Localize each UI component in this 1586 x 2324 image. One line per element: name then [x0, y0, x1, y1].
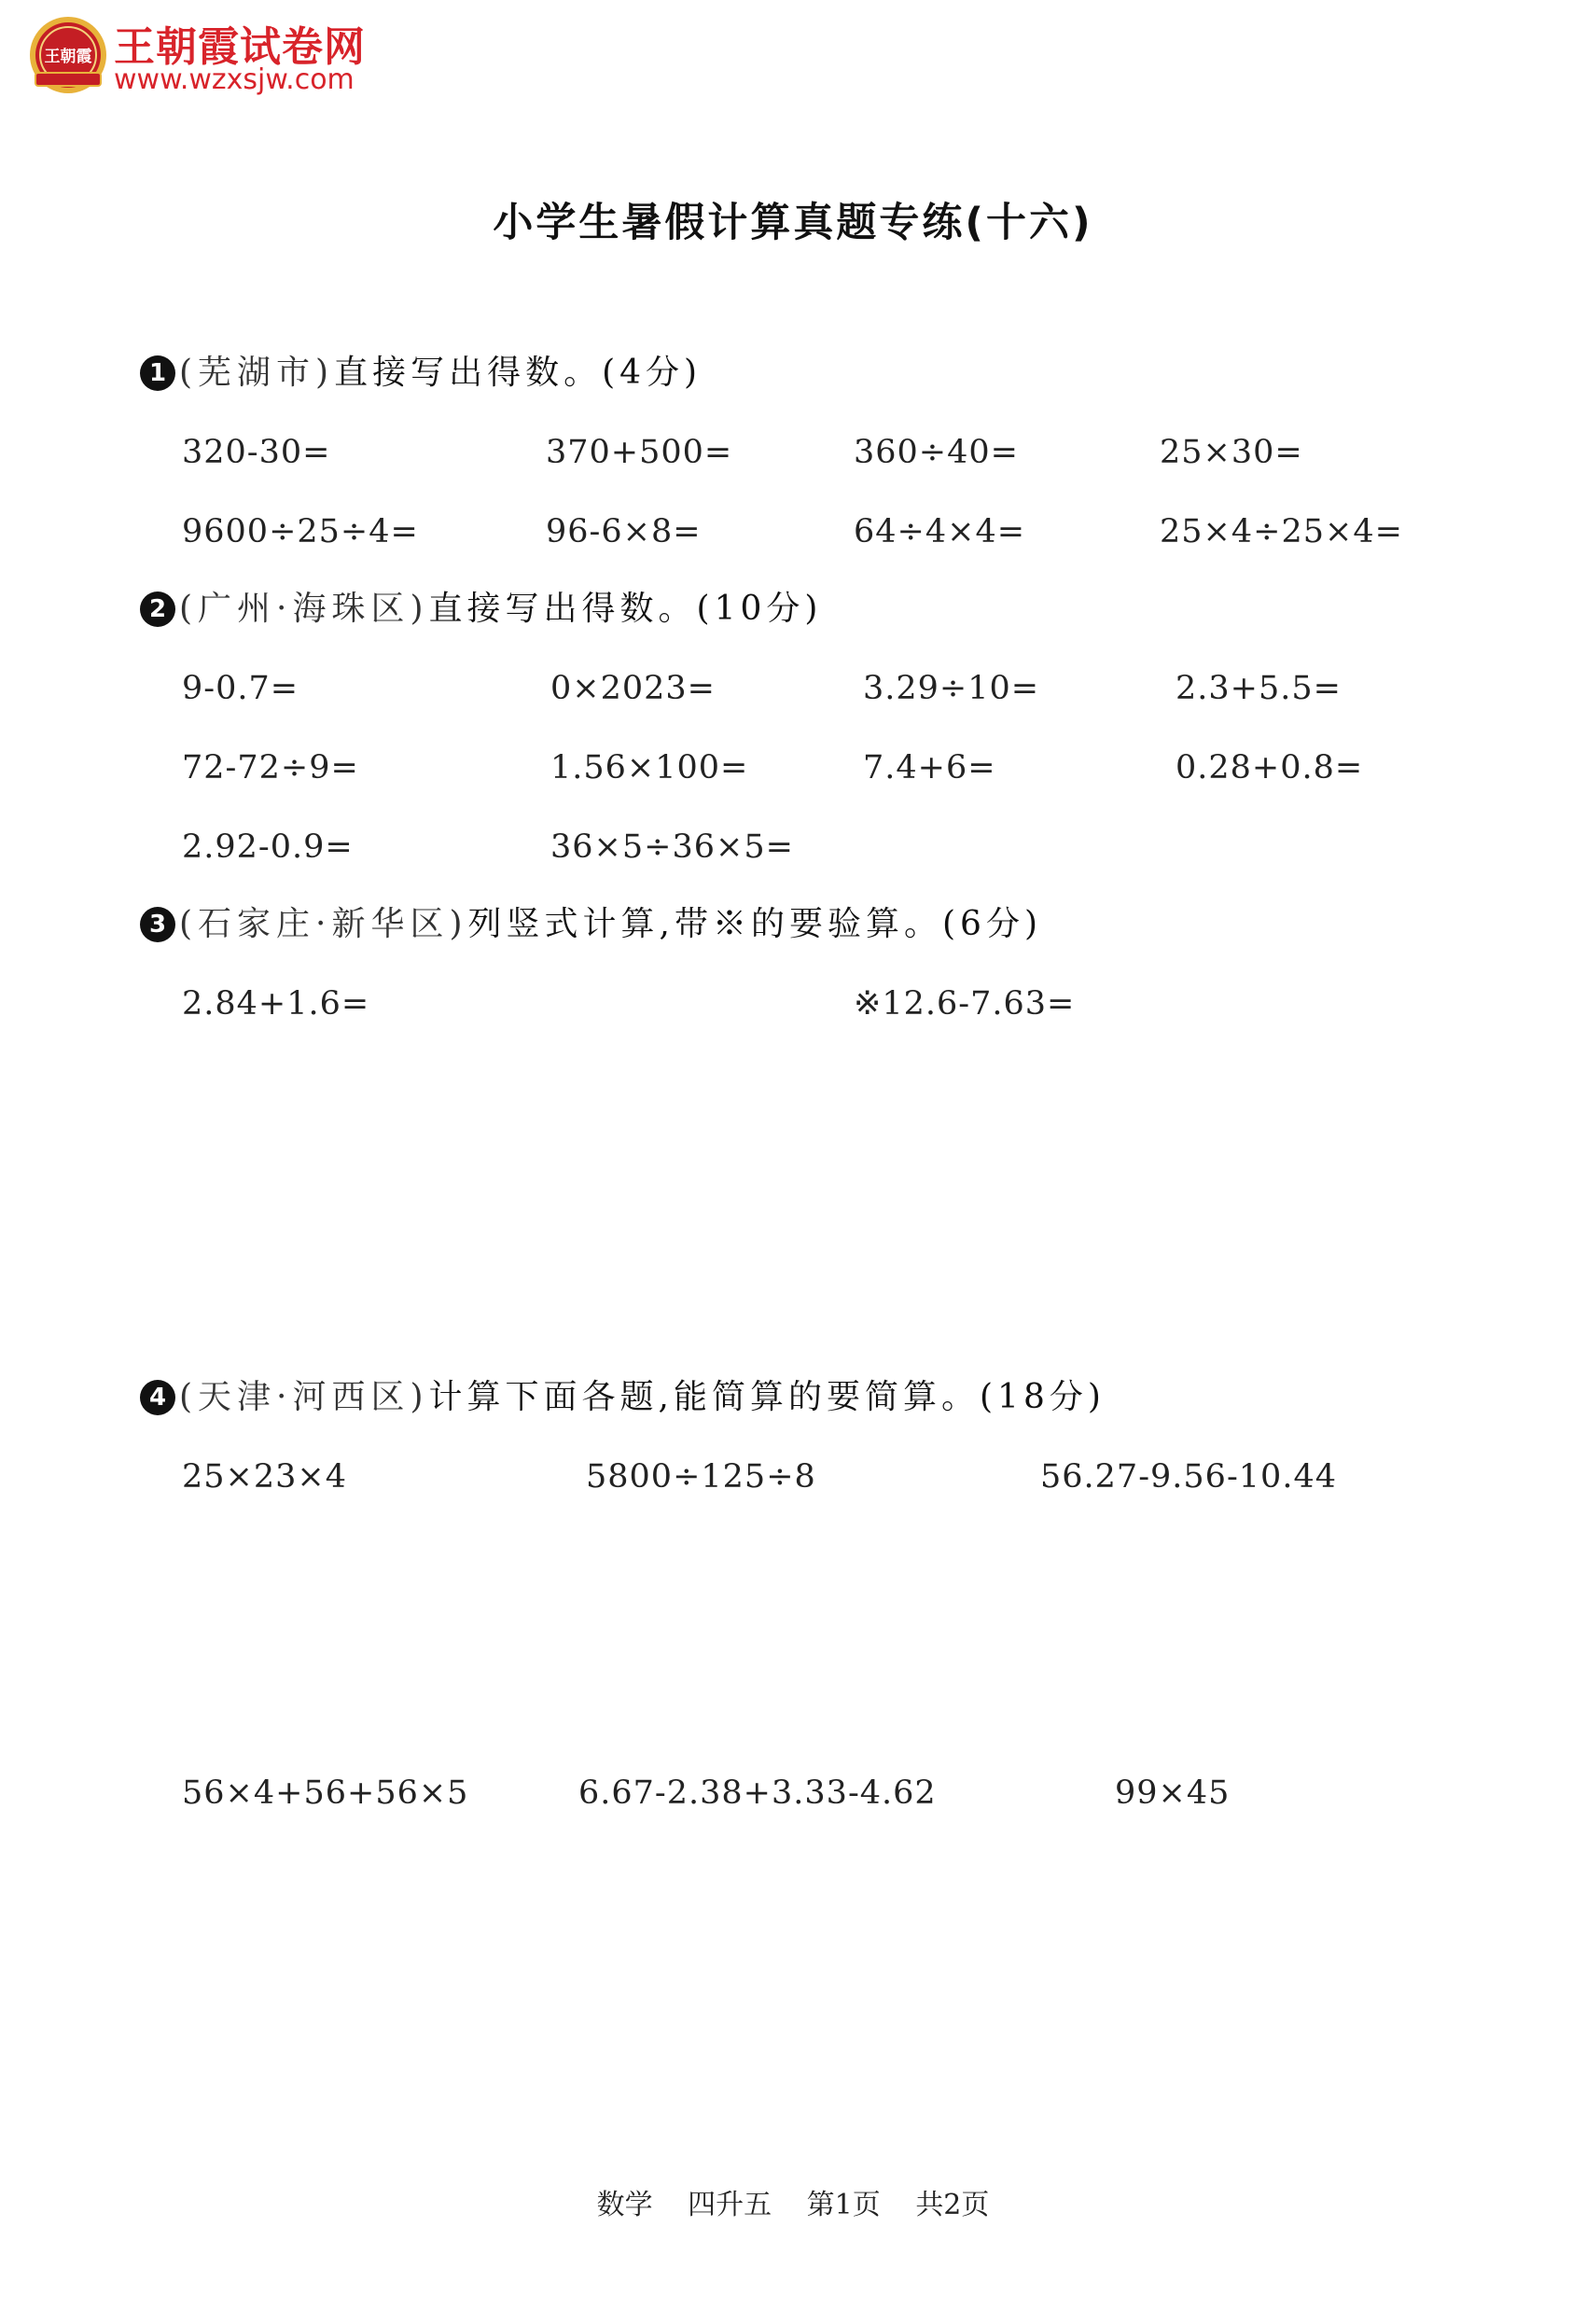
footer-grade: 四升五 — [688, 2189, 772, 2221]
problem: 320-30= — [182, 434, 331, 471]
problem: 5800÷125÷8 — [586, 1458, 816, 1496]
problem: 2.84+1.6= — [182, 985, 370, 1023]
problem: 96-6×8= — [546, 513, 702, 550]
problem: 56×4+56+56×5 — [182, 1774, 469, 1812]
logo-seal-text: 王朝霞 — [44, 48, 92, 66]
section-source: (天津·河西区) — [179, 1378, 429, 1416]
problem: 25×23×4 — [182, 1458, 347, 1496]
site-logo — [28, 11, 401, 100]
section-4-heading — [140, 1374, 1106, 1421]
problem: ※12.6-7.63= — [854, 985, 1076, 1023]
section-number-badge: 3 — [140, 907, 175, 942]
section-source: (石家庄·新华区) — [179, 905, 468, 943]
problem: 0.28+0.8= — [1176, 749, 1364, 786]
page-footer — [0, 2181, 1586, 2222]
logo-seal-icon — [28, 15, 108, 95]
footer-subject: 数学 — [596, 2189, 653, 2221]
problem: 64÷4×4= — [854, 513, 1026, 550]
brand-url[interactable]: www.wzxsjw.com — [114, 63, 355, 96]
problem: 0×2023= — [550, 670, 716, 707]
section-instruction: 列竖式计算,带※的要验算。(6分) — [467, 905, 1042, 943]
problem: 9-0.7= — [182, 670, 299, 707]
problem: 25×4÷25×4= — [1160, 513, 1403, 550]
footer-total: 共2页 — [915, 2189, 990, 2221]
problem: 25×30= — [1160, 434, 1303, 471]
problem: 99×45 — [1115, 1774, 1231, 1812]
brand-name: 王朝霞试卷网 — [114, 23, 366, 71]
problem: 2.3+5.5= — [1176, 670, 1342, 707]
problem: 2.92-0.9= — [182, 828, 354, 866]
section-1-heading — [140, 350, 702, 397]
section-source: (广州·海珠区) — [179, 590, 429, 628]
section-3-heading — [140, 901, 1042, 948]
section-number-badge: 2 — [140, 591, 175, 627]
problem: 3.29÷10= — [863, 670, 1040, 707]
section-number-badge: 1 — [140, 355, 175, 391]
problem: 370+500= — [546, 434, 733, 471]
problem: 56.27-9.56-10.44 — [1040, 1458, 1337, 1496]
problem: 7.4+6= — [863, 749, 996, 786]
problem: 36×5÷36×5= — [550, 828, 794, 866]
page-title: 小学生暑假计算真题专练(十六) — [493, 200, 1093, 246]
section-number-badge: 4 — [140, 1380, 175, 1415]
footer-page: 第1页 — [806, 2189, 881, 2221]
section-instruction: 直接写出得数。(10分) — [428, 590, 823, 628]
problem: 72-72÷9= — [182, 749, 359, 786]
section-instruction: 计算下面各题,能简算的要简算。(18分) — [428, 1378, 1106, 1416]
problem: 6.67-2.38+3.33-4.62 — [578, 1774, 937, 1812]
section-2-heading — [140, 586, 822, 633]
section-source: (芜湖市) — [179, 354, 335, 392]
section-instruction: 直接写出得数。(4分) — [334, 354, 703, 392]
problem: 360÷40= — [854, 434, 1019, 471]
problem: 1.56×100= — [550, 749, 749, 786]
problem: 9600÷25÷4= — [182, 513, 419, 550]
